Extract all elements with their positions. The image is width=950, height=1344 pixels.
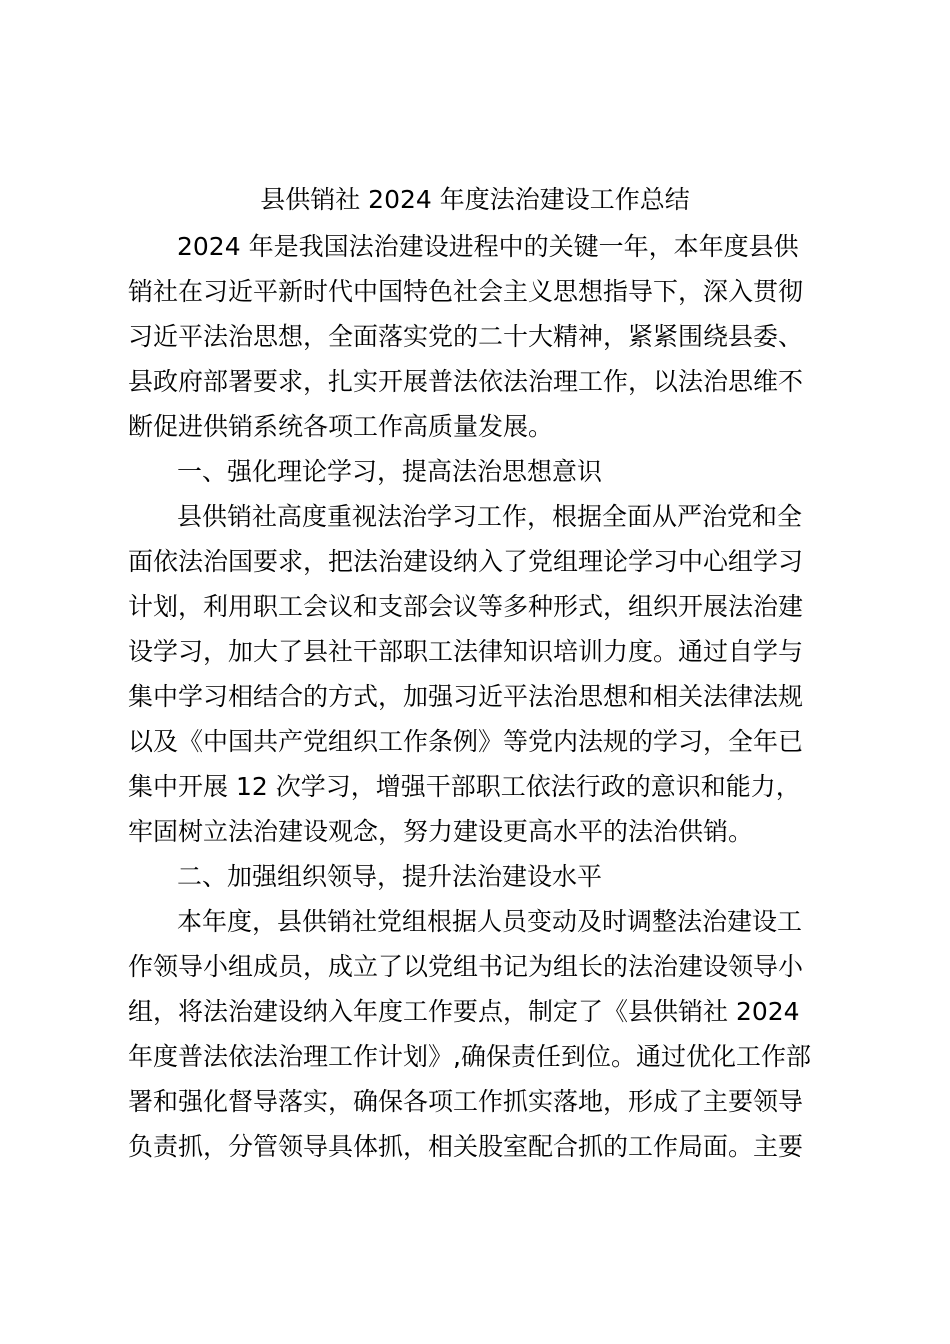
paragraph-2-line-8: 牢固树立法治建设观念，努力建设更高水平的法治供销。 (128, 817, 754, 846)
paragraph-3-line-6: 负责抓，分管领导具体抓，相关股室配合抓的工作局面。主要 (128, 1132, 804, 1161)
paragraph-3-line-2: 作领导小组成员，成立了以党组书记为组长的法治建设领导小 (128, 952, 804, 981)
paragraph-2-line-6: 以及《中国共产党组织工作条例》等党内法规的学习，全年已 (128, 727, 804, 756)
document-title: 县供销社 2024 年度法治建设工作总结 (260, 185, 690, 214)
paragraph-2-line-2: 面依法治国要求，把法治建设纳入了党组理论学习中心组学习 (128, 547, 804, 576)
paragraph-2-line-5: 集中学习相结合的方式，加强习近平法治思想和相关法律法规 (128, 682, 804, 711)
section-heading-1: 一、强化理论学习，提高法治思想意识 (177, 457, 603, 486)
paragraph-2-line-3: 计划，利用职工会议和支部会议等多种形式，组织开展法治建 (128, 592, 804, 621)
paragraph-1-line-3: 习近平法治思想，全面落实党的二十大精神，紧紧围绕县委、 (128, 322, 804, 351)
paragraph-2-line-7: 集中开展 12 次学习，增强干部职工依法行政的意识和能力， (128, 772, 801, 801)
paragraph-3-line-3: 组，将法治建设纳入年度工作要点，制定了《县供销社 2024 (128, 997, 800, 1026)
paragraph-2-line-1: 县供销社高度重视法治学习工作，根据全面从严治党和全 (177, 502, 803, 531)
paragraph-3-line-4: 年度普法依法治理工作计划》,确保责任到位。通过优化工作部 (128, 1042, 811, 1071)
paragraph-1-line-5: 断促进供销系统各项工作高质量发展。 (128, 412, 554, 441)
paragraph-2-line-4: 设学习，加大了县社干部职工法律知识培训力度。通过自学与 (128, 637, 804, 666)
section-heading-2: 二、加强组织领导，提升法治建设水平 (177, 862, 603, 891)
paragraph-1-line-4: 县政府部署要求，扎实开展普法依法治理工作，以法治思维不 (128, 367, 804, 396)
paragraph-1-line-2: 销社在习近平新时代中国特色社会主义思想指导下，深入贯彻 (128, 277, 804, 306)
paragraph-3-line-1: 本年度，县供销社党组根据人员变动及时调整法治建设工 (177, 907, 803, 936)
paragraph-3-line-5: 署和强化督导落实，确保各项工作抓实落地，形成了主要领导 (128, 1087, 804, 1116)
paragraph-1-line-1: 2024 年是我国法治建设进程中的关键一年，本年度县供 (177, 232, 799, 261)
